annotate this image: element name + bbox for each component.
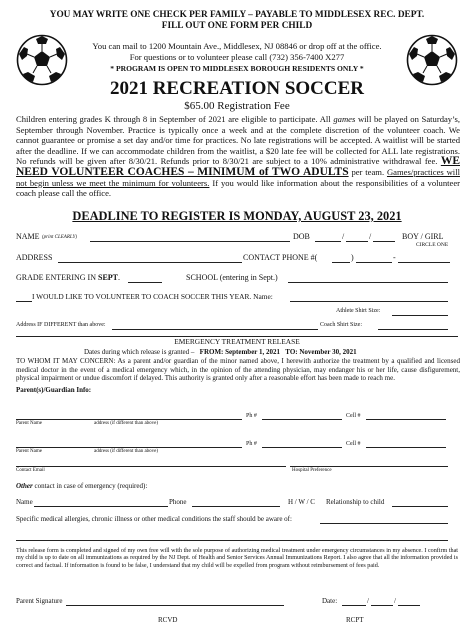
dob-year-field[interactable] <box>373 241 395 242</box>
cell-label: Cell # <box>346 413 361 419</box>
grade-label: GRADE ENTERING IN SEPT. <box>16 273 121 282</box>
parent-phone-field[interactable] <box>262 447 342 448</box>
phone-paren: ) <box>351 253 354 262</box>
dob-separator: / <box>342 232 345 241</box>
address-different-label: Address IF DIFFERENT than above: <box>16 322 106 328</box>
name-field[interactable] <box>90 241 290 242</box>
header-line-one-form: FILL OUT ONE FORM PER CHILD <box>161 21 313 31</box>
ph-label: Ph # <box>246 441 257 447</box>
phone-area-code-field[interactable] <box>332 262 350 263</box>
gender-options[interactable]: BOY / GIRL <box>402 232 444 241</box>
deadline-heading: DEADLINE TO REGISTER IS MONDAY, AUGUST 23, 2021 <box>72 209 402 223</box>
cell-label: Cell # <box>346 441 361 447</box>
address-different-field[interactable] <box>112 329 318 330</box>
intro-text: per team. <box>348 166 387 177</box>
athlete-shirt-label: Athlete Shirt Size: <box>336 308 381 314</box>
other-contact-suffix: contact in case of emergency (required): <box>32 482 148 490</box>
intro-text: If you would like information about the responsibilities of a volunteer coach please call the office. <box>16 177 460 199</box>
other-phone-label: Phone <box>169 498 187 506</box>
parent-signature-field[interactable] <box>66 605 284 606</box>
dob-month-field[interactable] <box>315 241 341 242</box>
address-label: ADDRESS <box>16 253 53 262</box>
parent-name-caption: Parent Name <box>16 449 42 454</box>
contact-email-caption: Contact Email <box>16 468 45 473</box>
volunteer-name-field[interactable] <box>290 301 448 302</box>
allergies-label: Specific medical allergies, chronic illness or other medical conditions the staff should be aware of: <box>16 515 292 523</box>
guardian-info-heading: Parent(s)/Guardian Info: <box>16 386 92 394</box>
dob-label: DOB <box>293 232 310 241</box>
circle-one-hint: CIRCLE ONE <box>416 242 449 248</box>
address-caption: address (if different than above) <box>94 421 159 426</box>
release-disclaimer: This release form is completed and signed of my own free will with the sole purpose of authorizing medical treatment under emergency circumstances in my absence. I confirm that my child is up to date on all immunizations as required by the NJ Dept. of Health and Senior Services Annual Immunizations Report. I also agree that all the information provided is correct and factual. If information is found to be false, I understand that my child will be expelled from program without reimbursement of fees paid. <box>16 548 458 569</box>
grade-sept: SEPT <box>98 273 119 282</box>
address-caption: address (if different than above) <box>94 449 159 454</box>
release-from-date: FROM: September 1, 2021 <box>199 348 281 356</box>
signature-date-day-field[interactable] <box>371 605 393 606</box>
date-separator: / <box>394 597 396 605</box>
receipt-label: RCPT <box>346 616 364 624</box>
volunteer-coaches-notice: WE NEED VOLUNTEER COACHES – MINIMUM of TWO ADULTS <box>16 155 460 178</box>
minimum-volunteers-notice: Games/practices will not begin unless we meet the minimum for volunteers. <box>16 166 460 188</box>
relationship-label: Relationship to child <box>326 498 385 506</box>
parent-signature-label: Parent Signature <box>16 597 63 605</box>
other-name-field[interactable] <box>34 506 168 507</box>
emergency-title: EMERGENCY TREATMENT RELEASE <box>174 337 300 346</box>
phone-type-options[interactable]: H / W / C <box>288 498 315 506</box>
coach-shirt-field[interactable] <box>378 329 448 330</box>
parent-name-field[interactable] <box>16 419 242 420</box>
header-line-residents: * PROGRAM IS OPEN TO MIDDLESEX BOROUGH RESIDENTS ONLY * <box>110 64 364 73</box>
allergies-field[interactable] <box>320 523 448 524</box>
ph-label: Ph # <box>246 413 257 419</box>
parent-phone-field[interactable] <box>262 419 342 420</box>
release-dates-prefix: Dates during which release is granted – <box>84 348 195 356</box>
signature-date-month-field[interactable] <box>342 605 366 606</box>
signature-date-year-field[interactable] <box>398 605 420 606</box>
contact-email-field[interactable] <box>16 466 286 467</box>
parent-name-field[interactable] <box>16 447 242 448</box>
school-field[interactable] <box>288 282 448 283</box>
address-field[interactable] <box>58 262 242 263</box>
intro-paragraph <box>16 114 460 199</box>
parent-cell-field[interactable] <box>366 419 446 420</box>
received-label: RCVD <box>158 616 178 624</box>
header-line-payment: YOU MAY WRITE ONE CHECK PER FAMILY – PAYABLE TO MIDDLESEX REC. DEPT. <box>49 10 425 20</box>
relationship-field[interactable] <box>392 506 448 507</box>
name-hint: (print CLEARLY) <box>42 235 78 240</box>
parent-cell-field[interactable] <box>366 447 446 448</box>
parent-name-caption: Parent Name <box>16 421 42 426</box>
release-body: TO WHOM IT MAY CONCERN: As a parent and/or guardian of the minor named above, I herewith authorize the treatment by a qualified and licensed medical doctor in the event of a medical emergency which, in the opinion of the attending physician, may endanger his or her life, cause disfigurement, physical impairment or undue discomfort if delayed. This authority is granted only after a reasonable effort has been made to reach me. <box>16 357 460 383</box>
other-name-label: Name <box>16 498 33 506</box>
volunteer-checkbox-line[interactable] <box>16 301 32 302</box>
other-contact-heading <box>16 482 147 490</box>
phone-dash: - <box>393 253 396 262</box>
volunteer-coach-label: I WOULD LIKE TO VOLUNTEER TO COACH SOCCER THIS YEAR. Name: <box>32 292 273 301</box>
hospital-preference-caption: Hospital Preference <box>292 468 332 473</box>
phone-line-field[interactable] <box>398 262 450 263</box>
contact-phone-label: CONTACT PHONE #( <box>243 253 318 262</box>
intro-text: Children entering grades K through 8 in September of 2021 are eligible to participate. All <box>16 114 334 124</box>
page-title: 2021 RECREATION SOCCER <box>109 78 365 99</box>
dob-day-field[interactable] <box>346 241 368 242</box>
grade-label-text: GRADE ENTERING IN <box>16 273 98 282</box>
registration-fee: $65.00 Registration Fee <box>184 100 290 112</box>
athlete-shirt-field[interactable] <box>392 315 448 316</box>
other-contact-prefix: Other <box>16 482 33 490</box>
allergies-field-continued[interactable] <box>16 540 448 541</box>
release-to-date: TO: November 30, 2021 <box>285 348 357 356</box>
grade-field[interactable] <box>128 282 162 283</box>
signature-date-label: Date: <box>322 597 338 605</box>
header-line-mail: You can mail to 1200 Mountain Ave., Middlesex, NJ 08846 or drop off at the office. <box>92 41 382 51</box>
name-label: NAME <box>16 232 40 241</box>
school-label: SCHOOL (entering in Sept.) <box>186 273 278 282</box>
hospital-preference-field[interactable] <box>290 466 448 467</box>
release-dates <box>84 348 357 356</box>
dob-separator: / <box>369 232 372 241</box>
phone-prefix-field[interactable] <box>356 262 392 263</box>
intro-emphasis: games <box>333 114 356 124</box>
coach-shirt-label: Coach Shirt Size: <box>320 322 362 328</box>
other-phone-field[interactable] <box>192 506 280 507</box>
header-line-phone: For questions or to volunteer please call (732) 356-7400 X277 <box>129 52 345 62</box>
date-separator: / <box>367 597 369 605</box>
intro-text: will be played on Saturday’s, September through November. Practice is typically once a week and at the complete discretion of the volunteer coach. We cannot guarantee or promise a set day and/or time for practices. No late registrations will be accepted. A waitlist will be started after the deadline. If we can accommodate children from the waitlist, a $20 late fee will be collected for ALL late registrations. No refunds will be given after 8/30/21. Refunds prior to 8/30/21 are subject to a 10% administrative withdrawal fee. <box>16 114 460 167</box>
